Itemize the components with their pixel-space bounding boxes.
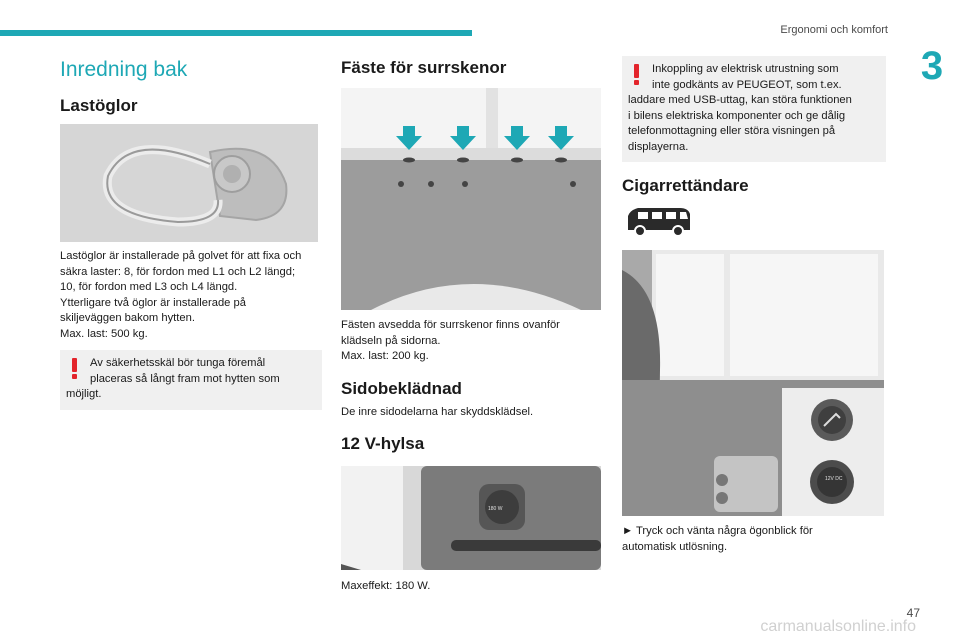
warning-box-electrical: Inkoppling av elektrisk utrustning som inte godkänts av PEUGEOT, som t.ex. laddare med USB-uttag, kan störa funktionen i bilens elektriska komponenter och ge dålig telefonmottagning eller störa visningen på displayerna. [622, 56, 886, 162]
tie-down-ring-illustration [60, 124, 318, 242]
lastoglor-description: Lastöglor är installerade på golvet för att fixa och säkra laster: 8, för fordon med L1 och L2 längd; 10, för fordon med L3 och L4 längd. Ytterligare två öglor är installerade på skiljeväggen bakom hytten. Max. last: 500 kg. [60, 250, 302, 340]
surrskenor-description: Fästen avsedda för surrskenor finns ovanför klädseln på sidorna. Max. last: 200 kg. [341, 319, 560, 362]
lighter-socket-label: 12V DC [825, 476, 843, 482]
lashing-rail-image [341, 88, 601, 310]
van-icon [624, 204, 694, 240]
heading-lastoglor: Lastöglor [60, 96, 138, 115]
section-title: Ergonomi och komfort [780, 24, 888, 36]
socket-max-power: Maxeffekt: 180 W. [341, 580, 431, 592]
socket-12v-illustration [341, 466, 601, 570]
heading-cigarrettandare: Cigarrettändare [622, 176, 749, 195]
page-heading: Inredning bak [60, 58, 188, 81]
watermark: carmanualsonline.info [760, 618, 916, 635]
heading-sidobekladnad: Sidobeklädnad [341, 378, 462, 398]
heading-12v-hylsa: 12 V-hylsa [341, 434, 425, 453]
column-2 [341, 56, 603, 595]
warning-icon [72, 358, 77, 379]
warning-box-lastoglor: Av säkerhetsskäl bör tunga föremål placeras så långt fram mot hytten som möjligt. [60, 350, 322, 410]
cigarette-lighter-image [622, 250, 884, 516]
sidobekladnad-description: De inre sidodelarna har skyddsklädsel. [341, 405, 534, 418]
page-number: 47 [906, 606, 920, 620]
socket-label: 180 W [488, 506, 503, 512]
cigarette-lighter-illustration [622, 250, 884, 516]
column-1 [60, 56, 322, 410]
heading-surrskenor: Fäste för surrskenor [341, 58, 507, 77]
lashing-rail-illustration [341, 88, 601, 310]
tie-down-ring-image [60, 124, 318, 242]
header-accent-bar [0, 30, 472, 36]
chapter-number: 3 [920, 44, 944, 88]
cigarrettandare-instruction: ► Tryck och vänta några ögonblick för automatisk utlösning. [622, 525, 813, 553]
warning-icon [634, 64, 639, 85]
column-3 [622, 56, 886, 555]
socket-12v-image [341, 466, 601, 570]
